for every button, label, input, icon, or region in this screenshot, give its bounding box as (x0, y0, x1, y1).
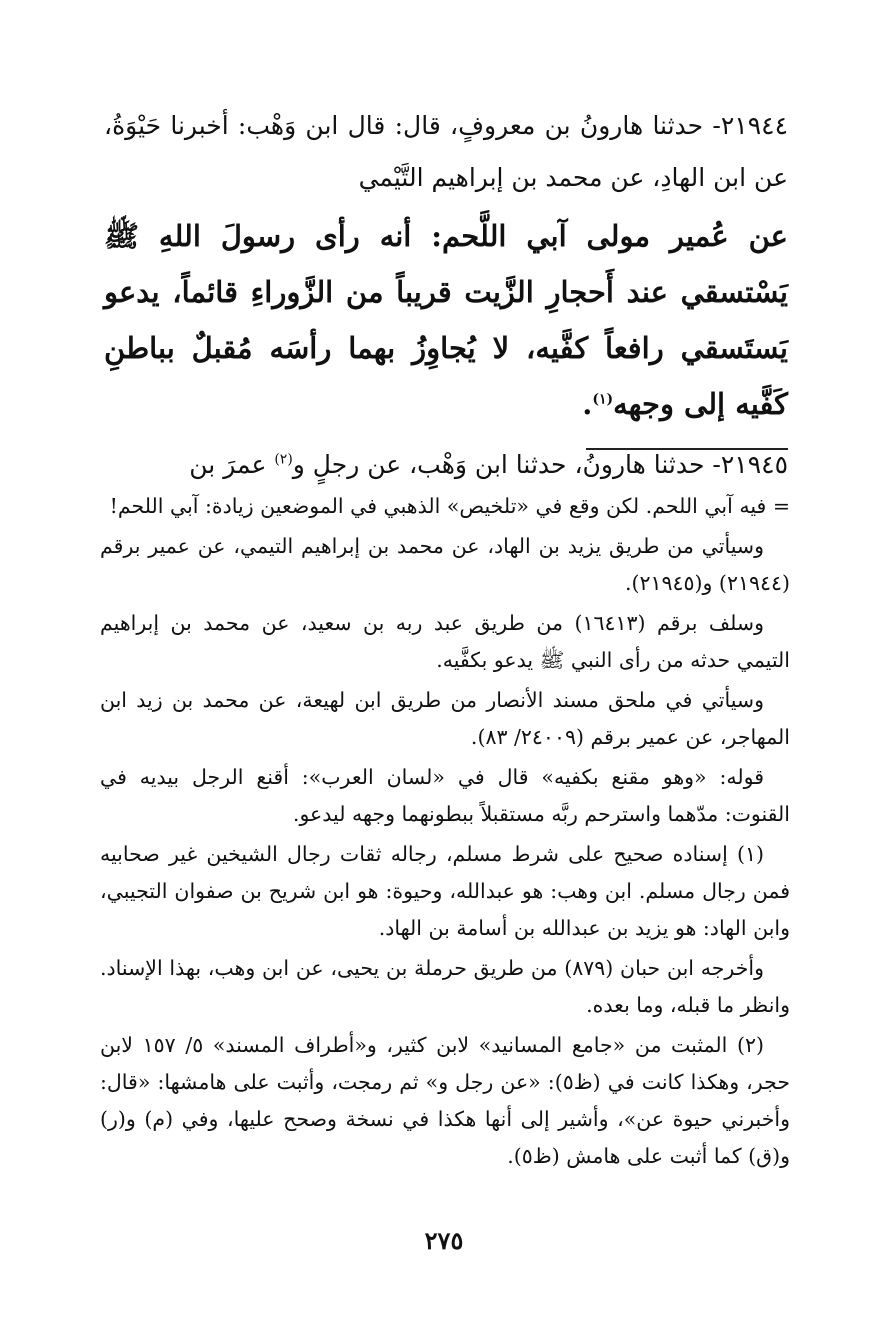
footnotes (100, 488, 790, 1178)
footnote-paragraph: وسلف برقم (١٦٤١٣) من طريق عبد ربه بن سعيد، عن محمد بن إبراهيم التيمي حدثه من رأى النبي ﷺ يدعو بكفَّيه. (100, 611, 790, 672)
footnote-paragraph: وأخرجه ابن حبان (٨٧٩) من طريق حرملة بن يحيى، عن ابن وهب، بهذا الإسناد. وانظر ما قبله، وما بعده. (100, 956, 790, 1017)
hadith-21945 (104, 438, 788, 492)
footnote-2: (٢) المثبت من «جامع المسانيد» لابن كثير، و«أطراف المسند» ٥/ ١٥٧ لابن حجر، وهكذا كانت في (ظ٥): «عن رجل و» ثم رمجت، وأثبت على هامشها: «قال: وأخبرني حيوة عن»، وأشير إلى أنها هكذا في نسخة وصحح عليها، وفي (م) و(ر) و(ق) كما أثبت على هامش (ظ٥). (100, 1033, 790, 1168)
footnote-ref-2[interactable]: (٢) (274, 451, 293, 468)
hadith-21944: ٢١٩٤٤- حدثنا هارونُ بن معروفٍ، قال: قال ابن وَهْب: أخبرنا حَيْوَةُ، عن ابن الهادِ، عن محمد بن إبراهيم التَّيْمي (104, 111, 788, 192)
hadith-matn (104, 208, 788, 432)
footnote-1: (١) إسناده صحيح على شرط مسلم، رجاله ثقات رجال الشيخين غير صحابيه فمن رجال مسلم. ابن وهب: هو عبدالله، وحيوة: هو ابن شريح بن صفوان التجيبي، وابن الهاد: هو يزيد بن عبدالله بن أسامة بن الهاد. (100, 842, 790, 940)
hadith-21945-end: عمرَ بن (189, 450, 275, 479)
matn-text: عن عُمير مولى آبي اللَّحم: أنه رأى رسولَ اللهِ ﷺ يَسْتسقي عند أَحجارِ الزَّيت قريباً من الزَّوراءِ قائماً، يدعو يَستَسقي رافعاً كفَّيه، لا يُجاوِزُ بهما رأسَه مُقبلٌ بباطنِ كَفَّيه إلى وجهه (104, 219, 788, 421)
footnote-paragraph: وسيأتي في ملحق مسند الأنصار من طريق ابن لهيعة، عن محمد بن زيد ابن المهاجر، عن عمير برقم (٢٤٠٠٩/ ٨٣). (100, 688, 790, 749)
matn-end: . (582, 387, 593, 421)
hadith-21945-start: ٢١٩٤٥- حدثنا هارونُ، حدثنا ابن وَهْب، عن رجلٍ و (292, 450, 788, 479)
footnote-continuation: = فيه آبي اللحم. لكن وقع في «تلخيص» الذهبي في الموضعين زيادة: آبي اللحم! (109, 494, 790, 518)
footnote-ref-1[interactable]: (١) (592, 391, 614, 408)
footnote-paragraph: وسيأتي من طريق يزيد بن الهاد، عن محمد بن إبراهيم التيمي، عن عمير برقم (٢١٩٤٤) و(٢١٩٤٥). (100, 534, 790, 595)
page-number: ٢٧٥ (424, 1226, 464, 1255)
footnote-separator (586, 448, 788, 450)
footnote-paragraph: قوله: «وهو مقنع بكفيه» قال في «لسان العرب»: أقنع الرجل بيديه في القنوت: مدّهما واسترحم ربَّه مستقبلاً ببطونهما وجهه ليدعو. (100, 765, 790, 826)
main-text (104, 100, 788, 492)
